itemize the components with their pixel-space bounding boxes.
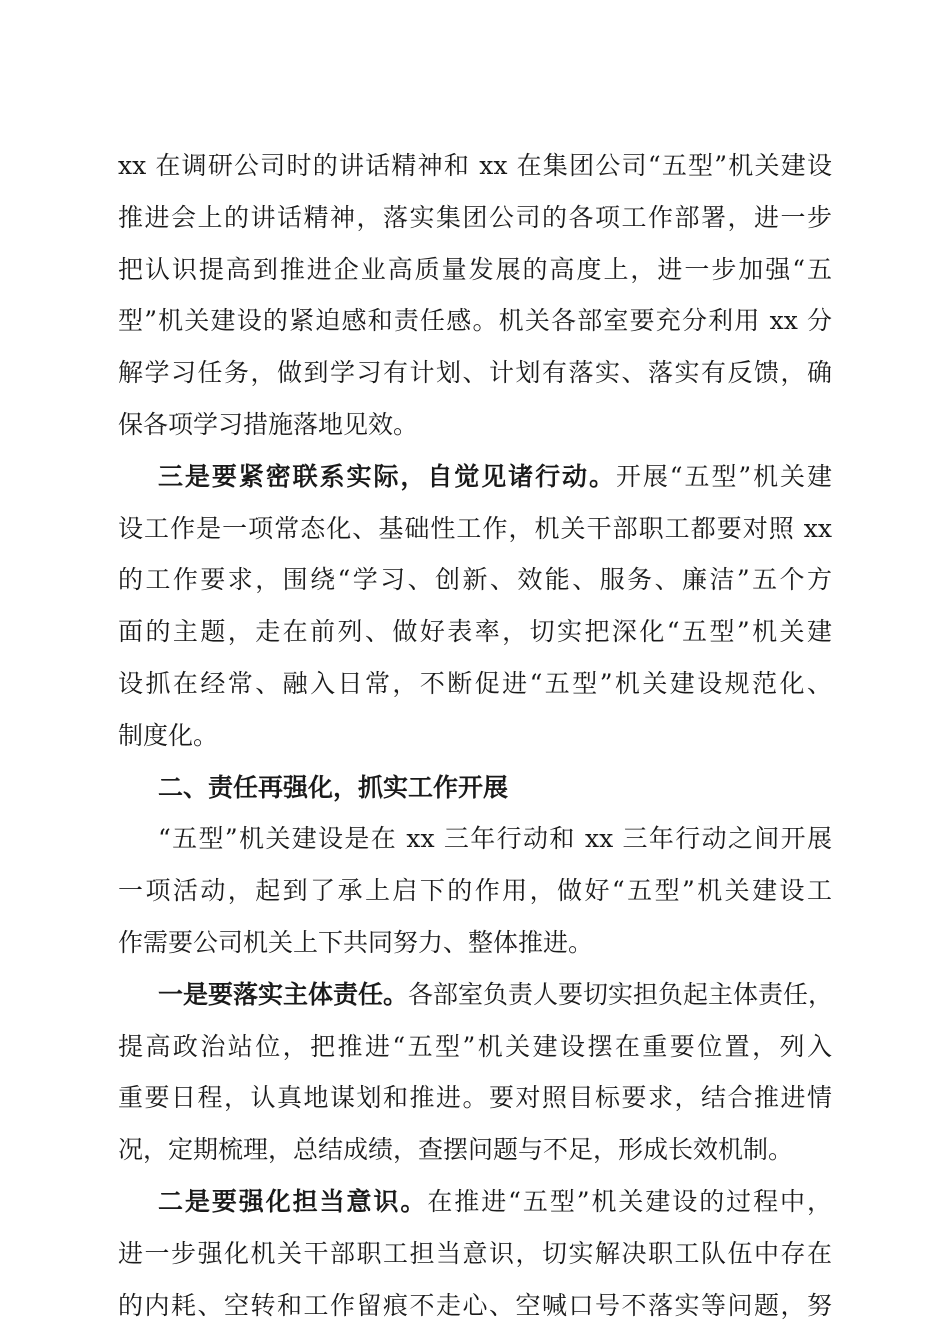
text-line: 作需要公司机关上下共同努力、整体推进。: [118, 927, 594, 957]
paragraph-lead-rest: 在推进“五型”机关建设的过程中，: [427, 1186, 832, 1216]
text-line: 面的主题，走在前列、做好表率，切实把深化“五型”机关建: [118, 617, 832, 647]
text-line: 制度化。: [118, 720, 219, 750]
paragraph-lead: 二是要强化担当意识。: [158, 1186, 428, 1216]
text-line: xx 在调研公司时的讲话精神和 xx 在集团公司“五型”机关建设: [118, 151, 832, 180]
text-line: 把认识提高到推进企业高质量发展的高度上，进一步加强“五: [118, 254, 832, 284]
text-line: 推进会上的讲话精神，落实集团公司的各项工作部署，进一步: [118, 202, 832, 232]
section-heading: 二、责任再强化，抓实工作开展: [158, 772, 509, 802]
text-line: 保各项学习措施落地见效。: [118, 409, 419, 439]
paragraph-lead: 三是要紧密联系实际，自觉见诸行动。: [158, 461, 616, 491]
text-line: “五型”机关建设是在 xx 三年行动和 xx 三年行动之间开展: [158, 824, 832, 854]
paragraph-4: [118, 969, 832, 1176]
text-line: 设工作是一项常态化、基础性工作，机关干部职工都要对照 xx: [118, 513, 832, 543]
paragraph-lead-rest: 各部室负责人要切实担负起主体责任，: [408, 979, 834, 1009]
document-page: [118, 140, 832, 1331]
text-line: 重要日程，认真地谋划和推进。要对照目标要求，结合推进情: [118, 1083, 832, 1113]
text-line: 的内耗、空转和工作留痕不走心、空喊口号不落实等问题，努: [118, 1290, 832, 1320]
paragraph-3: [118, 813, 832, 968]
text-line: 一项活动，起到了承上启下的作用，做好“五型”机关建设工: [118, 876, 832, 906]
text-line: [118, 451, 832, 503]
text-line: [118, 1176, 832, 1228]
paragraph-5: [118, 1176, 832, 1331]
text-line: 解学习任务，做到学习有计划、计划有落实、落实有反馈，确: [118, 358, 832, 388]
text-line: 进一步强化机关干部职工担当意识，切实解决职工队伍中存在: [118, 1238, 832, 1268]
text-line: 设抓在经常、融入日常，不断促进“五型”机关建设规范化、: [118, 668, 832, 698]
text-line: 型”机关建设的紧迫感和责任感。机关各部室要充分利用 xx 分: [118, 306, 832, 336]
text-line: 提高政治站位，把推进“五型”机关建设摆在重要位置，列入: [118, 1031, 832, 1061]
text-line: 的工作要求，围绕“学习、创新、效能、服务、廉洁”五个方: [118, 565, 832, 595]
paragraph-lead-rest: 开展“五型”机关建: [615, 461, 832, 491]
paragraph-lead: 一是要落实主体责任。: [158, 979, 409, 1009]
text-line: [118, 969, 832, 1021]
paragraph-1: [118, 140, 832, 451]
text-line: 况，定期梳理，总结成绩，查摆问题与不足，形成长效机制。: [118, 1135, 794, 1165]
paragraph-2: [118, 451, 832, 762]
